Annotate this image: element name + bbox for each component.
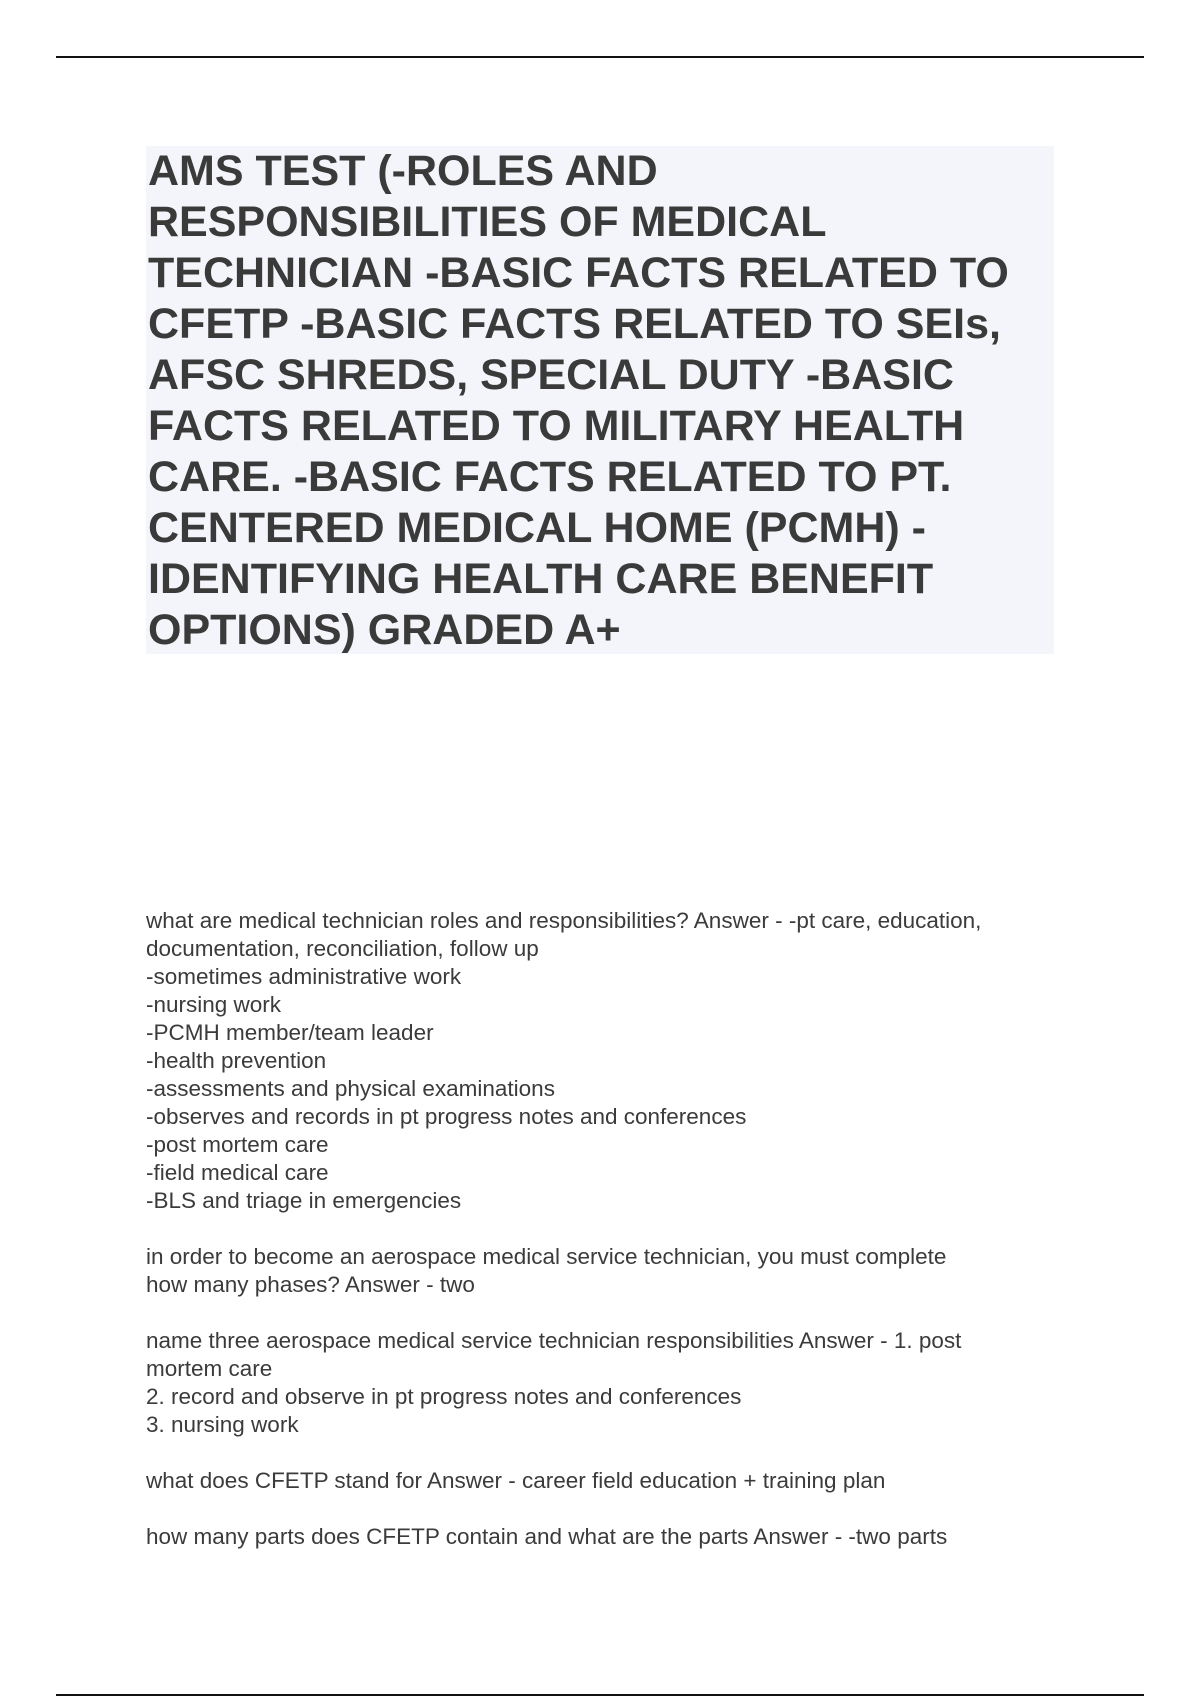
qa-item: name three aerospace medical service technician responsibilities Answer - 1. post mortem care 2. record and observe in pt progress notes and conferences 3. nursing work	[146, 1328, 962, 1437]
qa-item: in order to become an aerospace medical service technician, you must complete how many phases? Answer - two	[146, 1244, 947, 1297]
qa-item: what does CFETP stand for Answer - career field education + training plan	[146, 1468, 886, 1493]
top-rule	[56, 56, 1144, 58]
document-title: AMS TEST (-ROLES AND RESPONSIBILITIES OF MEDICAL TECHNICIAN -BASIC FACTS RELATED TO CFETP -BASIC FACTS RELATED TO SEIs, AFSC SHREDS, SPECIAL DUTY -BASIC FACTS RELATED TO MILITARY HEALTH CARE. -BASIC FACTS RELATED TO PT. CENTERED MEDICAL HOME (PCMH) - IDENTIFYING HEALTH CARE BENEFIT OPTIONS) GRADED A+	[148, 147, 1009, 654]
bottom-rule	[56, 1694, 1144, 1696]
qa-section	[146, 907, 1076, 1579]
title-block	[146, 146, 1054, 654]
qa-item: what are medical technician roles and responsibilities? Answer - -pt care, education, documentation, reconciliation, follow up -sometimes administrative work -nursing work -PCMH member/team leader -health prevention -assessments and physical examinations -observes and records in pt progress notes and conferences -post mortem care -field medical care -BLS and triage in emergencies	[146, 908, 982, 1213]
qa-item: how many parts does CFETP contain and what are the parts Answer - -two parts	[146, 1524, 948, 1549]
